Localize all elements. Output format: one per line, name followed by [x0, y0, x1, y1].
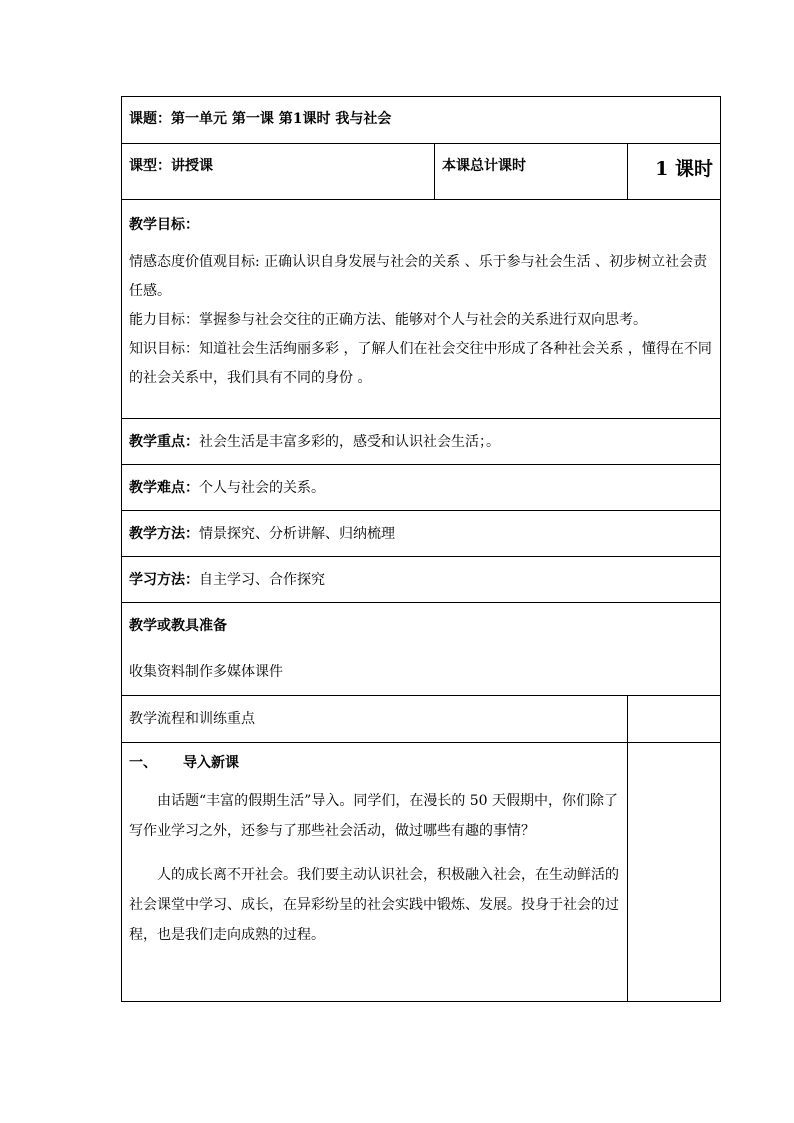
title-row [122, 97, 721, 144]
flow-notes-header [628, 696, 721, 743]
learning-method-cell [122, 557, 721, 603]
key-point-row [122, 419, 721, 465]
lesson-plan-sheet [121, 96, 720, 999]
learning-method-row [122, 557, 721, 603]
objectives-row [122, 200, 721, 419]
difficulty-row [122, 465, 721, 511]
type-row [122, 144, 721, 200]
lesson-type: 课型：讲授课 [122, 144, 435, 200]
key-point-cell [122, 419, 721, 465]
difficulty-cell [122, 465, 721, 511]
section-paragraph-1: 由话题“丰富的假期生活”导入。同学们，在漫长的 50 天假期中，你们除了写作业学习之外，还参与了那些社会活动，做过哪些有趣的事情？ [129, 793, 619, 839]
preparation-row [122, 603, 721, 696]
key-point-text: 社会生活是丰富多彩的，感受和认识社会生活；。 [199, 434, 500, 450]
objective-knowledge: 知识目标：知道社会生活绚丽多彩 ，了解人们在社会交往中形成了各种社会关系 ，懂得在不同的社会关系中，我们具有不同的身份 。 [129, 341, 712, 386]
section-heading [129, 752, 620, 772]
lesson-plan-table [121, 96, 721, 1002]
objective-affective: 情感态度价值观目标: 正确认识自身发展与社会的关系 、乐于参与社会生活 、初步树立社会责任感。 [129, 254, 708, 299]
section-content [122, 743, 628, 1002]
objectives-cell [122, 200, 721, 419]
total-hours-label: 本课总计课时 [435, 144, 628, 200]
section-title: 导入新课 [183, 755, 239, 771]
learning-method-label: 学习方法： [129, 572, 199, 588]
teaching-method-cell [122, 511, 721, 557]
preparation-text: 收集资料制作多媒体课件 [129, 664, 283, 680]
section-notes [628, 743, 721, 1002]
total-hours-value: 1 课时 [628, 144, 721, 200]
objectives-heading: 教学目标： [129, 217, 199, 233]
objective-ability: 能力目标：掌握参与社会交往的正确方法、能够对个人与社会的关系进行双向思考。 [129, 312, 647, 328]
preparation-cell [122, 603, 721, 696]
difficulty-label: 教学难点： [129, 480, 199, 496]
difficulty-text: 个人与社会的关系。 [199, 480, 325, 496]
section-number: 一、 [129, 755, 157, 771]
preparation-label: 教学或教具准备 [129, 618, 227, 634]
teaching-method-label: 教学方法： [129, 526, 199, 542]
key-point-label: 教学重点： [129, 434, 199, 450]
teaching-method-text: 情景探究、分析讲解、归纳梳理 [199, 526, 395, 542]
section-paragraph-2: 人的成长离不开社会。我们要主动认识社会，积极融入社会，在生动鲜活的社会课堂中学习、成长，在异彩纷呈的社会实践中锻炼、发展。投身于社会的过程，也是我们走向成熟的过程。 [129, 867, 619, 943]
learning-method-text: 自主学习、合作探究 [199, 572, 325, 588]
lesson-title: 课题：第一单元 第一课 第1课时 我与社会 [122, 97, 721, 144]
section-row [122, 743, 721, 1002]
flow-header: 教学流程和训练重点 [122, 696, 628, 743]
flow-header-row [122, 696, 721, 743]
teaching-method-row [122, 511, 721, 557]
